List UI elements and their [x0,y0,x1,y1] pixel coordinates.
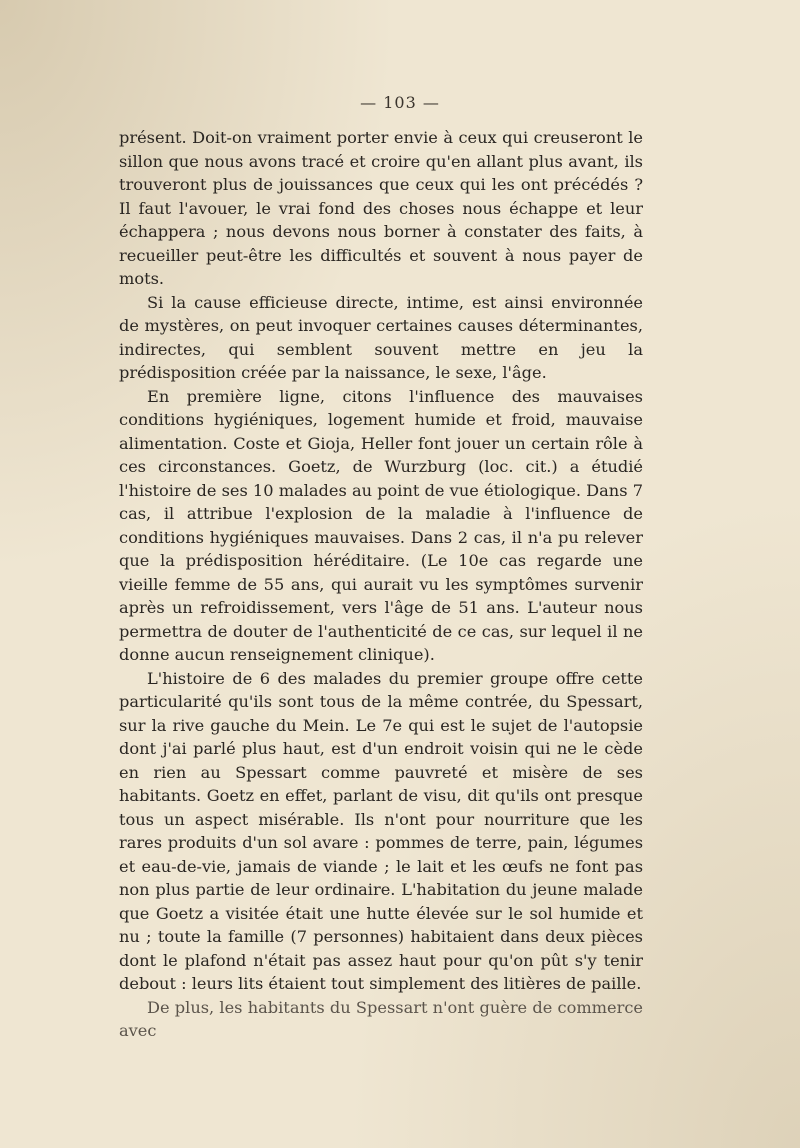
paragraph: En première ligne, citons l'influence des mauvaises conditions hygiéniques, logement humide et froid, mauvaise alimentation. Coste et Gioja, Heller font jouer un certain rôle à ces circonstances. Goetz, de Wurzburg (loc. cit.) a étudié l'histoire de ses 10 malades au point de vue étiologique. Dans 7 cas, il attribue l'explosion de la maladie à l'influence de conditions hygiéniques mauvaises. Dans 2 cas, il n'a pu relever que la prédisposition héréditaire. (Le 10e cas regarde une vieille femme de 55 ans, qui aurait vu les symptômes survenir après un refroidissement, vers l'âge de 51 ans. L'auteur nous permettra de douter de l'authenticité de ce cas, sur lequel il ne donne aucun renseignement clinique). [119,386,643,664]
page-number: — 103 — [360,93,440,112]
paragraph: Si la cause efficieuse directe, intime, est ainsi environnée de mystères, on peut invoquer certaines causes déterminantes, indirectes, qui semblent souvent mettre en jeu la prédisposition créée par la naissance, le sexe, l'âge. [119,292,643,382]
body-text [119,126,643,1043]
paragraph: De plus, les habitants du Spessart n'ont guère de commerce avec [119,997,643,1040]
paragraph: présent. Doit-on vraiment porter envie à ceux qui creuseront le sillon que nous avons tracé et croire qu'en allant plus avant, ils trouveront plus de jouissances que ceux qui les ont précédés ? Il faut l'avouer, le vrai fond des choses nous échappe et leur échappera ; nous devons nous borner à constater des faits, à recueiller peut-être les difficultés et souvent à nous payer de mots. [119,128,643,288]
paragraph: L'histoire de 6 des malades du premier groupe offre cette particularité qu'ils sont tous de la même contrée, du Spessart, sur la rive gauche du Mein. Le 7e qui est le sujet de l'autopsie dont j'ai parlé plus haut, est d'un endroit voisin qui ne le cède en rien au Spessart comme pauvreté et misère de ses habitants. Goetz en effet, parlant de visu, dit qu'ils ont presque tous un aspect misérable. Ils n'ont pour nourriture que les rares produits d'un sol avare : pommes de terre, pain, légumes et eau-de-vie, jamais de viande ; le lait et les œufs ne font pas non plus partie de leur ordinaire. L'habitation du jeune malade que Goetz a visitée était une hutte élevée sur le sol humide et nu ; toute la famille (7 personnes) habitaient dans deux pièces dont le plafond n'était pas assez haut pour qu'on pût s'y tenir debout : leurs lits étaient tout simplement des litières de paille. [119,668,643,993]
